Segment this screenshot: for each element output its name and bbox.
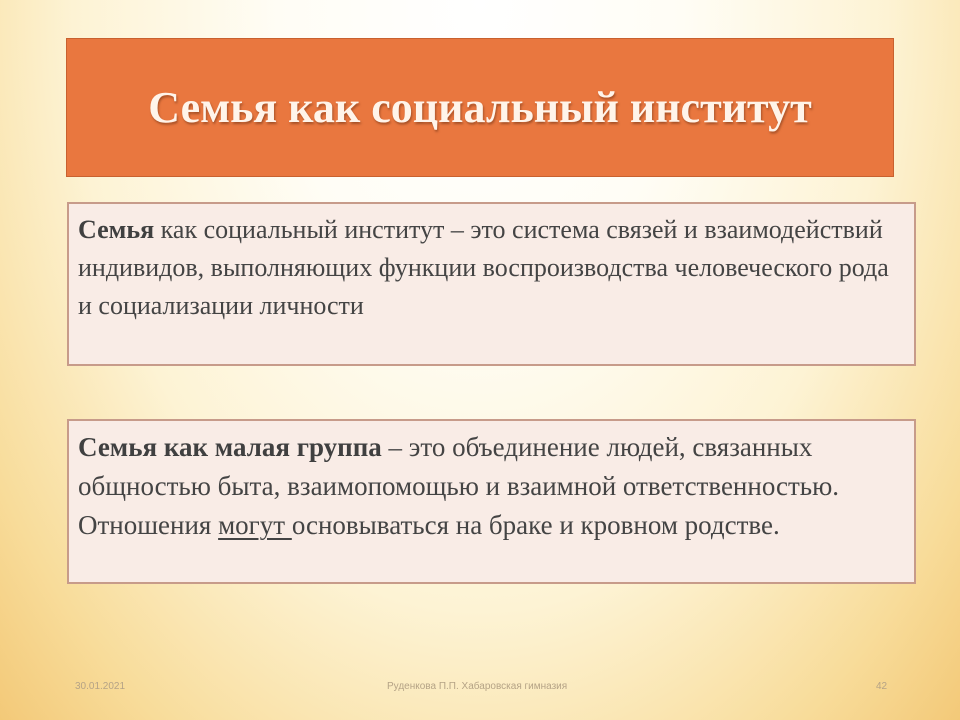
slide-title: Семья как социальный институт (148, 83, 812, 132)
definition-group-text-before: – это объединение людей, связанных общностью быта, взаимопомощью и взаимной ответственностью. Отношения (78, 432, 840, 540)
definition-group-term: Семья как малая группа (78, 432, 382, 462)
footer-page-number: 42 (876, 681, 888, 692)
definition-institution-term: Семья (78, 215, 155, 244)
footer-author: Руденкова П.П. Хабаровская гимназия (387, 681, 568, 692)
definition-institution-text: как социальный институт – это система связей и взаимодействий индивидов, выполняющих функции воспроизводства человеческого рода и социализации личности (78, 215, 889, 320)
definition-group-text-after: основываться на браке и кровном родстве. (291, 510, 780, 540)
definition-group-box (67, 419, 916, 584)
title-bar (66, 38, 894, 177)
footer-date: 30.01.2021 (75, 681, 126, 692)
definition-group-underlined-word: могут (218, 510, 292, 540)
definition-institution-box (67, 202, 916, 366)
